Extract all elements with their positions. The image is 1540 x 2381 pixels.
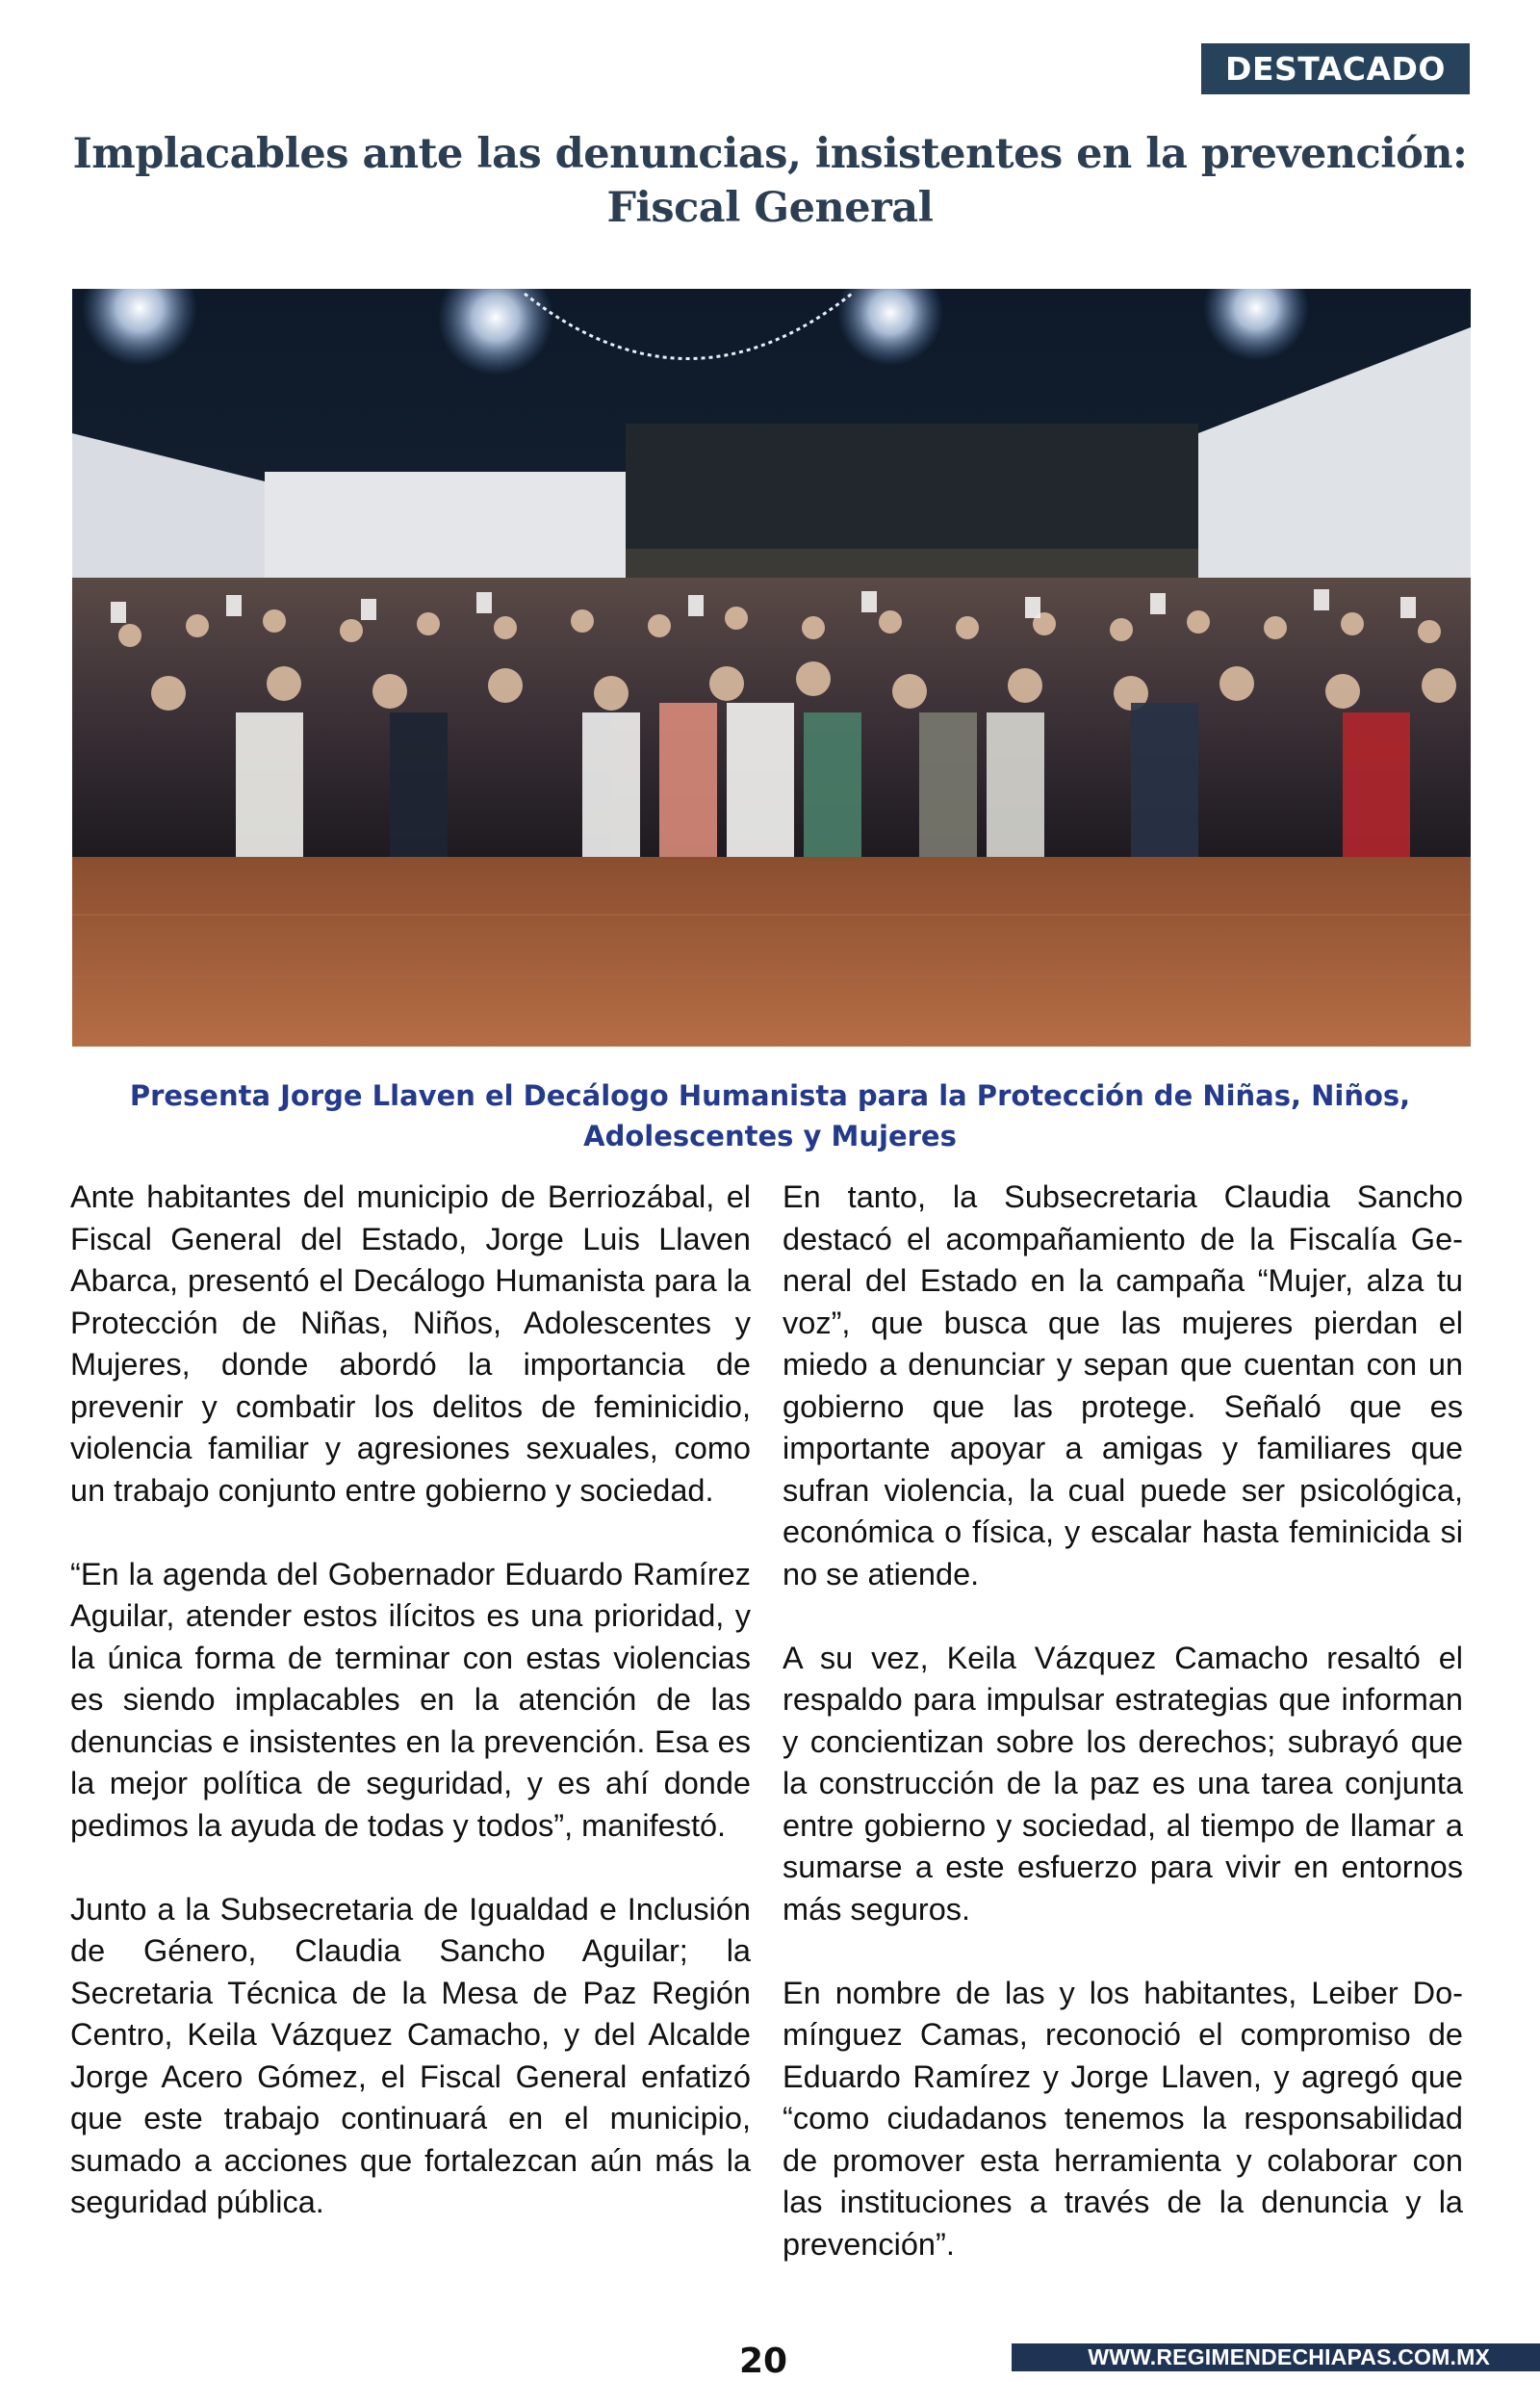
website-link[interactable]: WWW.REGIMENDECHIAPAS.COM.MX: [1088, 2344, 1490, 2369]
group-photo-illustration: [72, 289, 1471, 1047]
subtitle-line-2: Adolescentes y Mujeres: [583, 1120, 957, 1152]
article-subtitle: [77, 1075, 1463, 1156]
subtitle-line-1: Presenta Jorge Llaven el Decálogo Humanista para la Protección de Niñas, Niños,: [129, 1079, 1411, 1112]
paragraph: Junto a la Subsecretaria de Igualdad e Inclusión de Género, Claudia Sancho Aguilar; la Secretaria Técnica de la Mesa de Paz Región Centro, Keila Vázquez Camacho, y del Alcalde Jorge Acero Gómez, el Fiscal General enfatizó que este trabajo continuará en el municipio, sumado a acciones que fortalezcan aún más la seguridad pública.: [70, 1891, 751, 2219]
paragraph: En tanto, la Subsecretaria Claudia Sancho destacó el acompañamiento de la Fiscalía General del Estado en la campaña “Mujer, alza tu voz”, que busca que las mujeres pierdan el miedo a denunciar y sepan que cuentan con un gobierno que las protege. Señaló que es importante apoyar a amigas y familiares que sufran violencia, la cual puede ser psicológica, económica o física, y escalar hasta feminicida si no se atiende.: [783, 1179, 1463, 1592]
article-column-right: [783, 1177, 1463, 2308]
paragraph: Ante habitantes del municipio de Berriozábal, el Fiscal General del Estado, Jorge Luis Llaven Abarca, presentó el Decálogo Humanista para la Protección de Niñas, Niños, Adolescentes y Mujeres, donde abordó la importancia de prevenir y combatir los delitos de feminicidio, violencia familiar y agresiones sexuales, como un trabajo conjunto entre gobierno y sociedad.: [70, 1179, 751, 1508]
paragraph: En nombre de las y los habitantes, Leiber Domínguez Camas, reconoció el compromiso de Eduardo Ramírez y Jorge Llaven, y agregó que “como ciudadanos tenemos la responsabilidad de promover esta herramienta y colaborar con las instituciones a través de la denuncia y la prevención”.: [783, 1975, 1463, 2262]
article-column-left: [70, 1177, 751, 2265]
headline-line-2: Fiscal General: [606, 184, 934, 232]
article-headline: [58, 127, 1482, 235]
back-roof: [626, 424, 1198, 549]
paragraph: “En la agenda del Gobernador Eduardo Ramírez Aguilar, atender estos ilícitos es una prioridad, y la única forma de terminar con estas violencias es siendo implacables en la atención de las denuncias e insistentes en la prevención. Esa es la mejor política de seguridad, y es ahí donde pedimos la ayuda de todas y todos”, manifestó.: [70, 1556, 751, 1843]
paragraph: A su vez, Keila Vázquez Camacho resaltó el respaldo para impulsar estrategias que informan y concientizan sobre los derechos; subrayó que la construcción de la paz es una tarea conjunta entre gobierno y sociedad, al tiempo de llamar a sumarse a este esfuerzo para vivir en entornos más seguros.: [783, 1640, 1463, 1927]
section-badge: [1201, 43, 1470, 94]
headline-line-1: Implacables ante las denuncias, insistentes en la prevención:: [72, 130, 1468, 178]
page-number: 20: [739, 2342, 788, 2381]
section-label: DESTACADO: [1225, 50, 1446, 88]
footer-bar: [1012, 2343, 1540, 2371]
floor: [72, 857, 1471, 1047]
article-photo: [72, 289, 1471, 1047]
